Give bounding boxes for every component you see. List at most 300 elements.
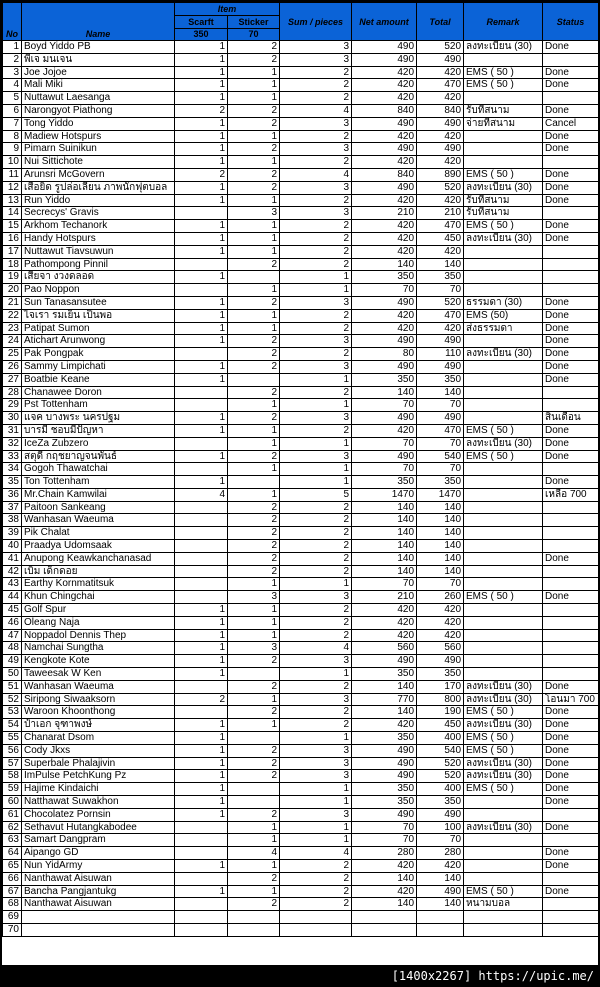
cell-remark xyxy=(464,412,543,425)
cell-total: 450 xyxy=(417,232,464,245)
spreadsheet xyxy=(2,2,598,965)
cell-scarft: 1 xyxy=(175,655,228,668)
cell-scarft: 1 xyxy=(175,668,228,681)
header-no: No xyxy=(3,3,22,41)
table-row xyxy=(3,399,599,412)
cell-name: Secrecys' Gravis xyxy=(22,207,175,220)
cell-net: 140 xyxy=(352,552,417,565)
cell-sticker: 2 xyxy=(228,808,280,821)
table-row xyxy=(3,53,599,66)
cell-net: 1470 xyxy=(352,488,417,501)
cell-sticker: 2 xyxy=(228,117,280,130)
table-row xyxy=(3,130,599,143)
cell-remark xyxy=(464,860,543,873)
cell-no: 59 xyxy=(3,783,22,796)
cell-scarft xyxy=(175,872,228,885)
cell-name: Cody Jkxs xyxy=(22,744,175,757)
cell-no: 23 xyxy=(3,322,22,335)
cell-net: 420 xyxy=(352,629,417,642)
cell-net: 490 xyxy=(352,117,417,130)
cell-total: 70 xyxy=(417,463,464,476)
cell-name: Mali Miki xyxy=(22,79,175,92)
cell-sum: 2 xyxy=(280,386,352,399)
cell-sum: 1 xyxy=(280,668,352,681)
cell-no: 42 xyxy=(3,565,22,578)
cell-remark xyxy=(464,540,543,553)
cell-name: Aipango GD xyxy=(22,847,175,860)
cell-status xyxy=(543,386,598,399)
cell-sum: 1 xyxy=(280,284,352,297)
cell-status: Done xyxy=(543,296,598,309)
cell-status xyxy=(543,527,598,540)
cell-total: 470 xyxy=(417,79,464,92)
cell-remark: EMS ( 50 ) xyxy=(464,706,543,719)
cell-name: พี่เจ มนเจน xyxy=(22,53,175,66)
cell-total: 490 xyxy=(417,655,464,668)
cell-sum: 2 xyxy=(280,245,352,258)
cell-status: Done xyxy=(543,770,598,783)
cell-status: เหลือ 700 xyxy=(543,488,598,501)
cell-sticker: 1 xyxy=(228,130,280,143)
cell-sticker: 1 xyxy=(228,693,280,706)
cell-name: Golf Spur xyxy=(22,604,175,617)
cell-net: 490 xyxy=(352,744,417,757)
cell-remark: ลงทะเบียน (30) xyxy=(464,680,543,693)
cell-remark: ลงทะเบียน (30) xyxy=(464,181,543,194)
cell-name: Chanarat Dsom xyxy=(22,732,175,745)
cell-remark: EMS ( 50 ) xyxy=(464,66,543,79)
cell-sticker: 1 xyxy=(228,66,280,79)
cell-scarft: 1 xyxy=(175,373,228,386)
cell-no: 56 xyxy=(3,744,22,757)
cell-net: 420 xyxy=(352,130,417,143)
cell-scarft xyxy=(175,514,228,527)
cell-remark xyxy=(464,373,543,386)
cell-name: Natthawat Suwakhon xyxy=(22,796,175,809)
cell-total: 100 xyxy=(417,821,464,834)
cell-no: 47 xyxy=(3,629,22,642)
cell-no: 28 xyxy=(3,386,22,399)
cell-scarft: 1 xyxy=(175,885,228,898)
cell-sticker: 1 xyxy=(228,860,280,873)
cell-sticker: 1 xyxy=(228,92,280,105)
cell-sticker: 1 xyxy=(228,399,280,412)
table-row xyxy=(3,501,599,514)
table-row xyxy=(3,693,599,706)
cell-net: 420 xyxy=(352,616,417,629)
cell-name: Praadya Udomsaak xyxy=(22,540,175,553)
cell-total: 70 xyxy=(417,399,464,412)
table-row xyxy=(3,284,599,297)
cell-remark xyxy=(464,872,543,885)
table-row xyxy=(3,271,599,284)
cell-name: Nun YidArmy xyxy=(22,860,175,873)
table-row xyxy=(3,719,599,732)
cell-net: 420 xyxy=(352,309,417,322)
cell-net: 350 xyxy=(352,783,417,796)
cell-sticker: 2 xyxy=(228,143,280,156)
cell-net: 420 xyxy=(352,66,417,79)
cell-name: Superbale Phalajivin xyxy=(22,757,175,770)
cell-no: 39 xyxy=(3,527,22,540)
cell-status: สิ้นเดือน xyxy=(543,412,598,425)
cell-sum: 3 xyxy=(280,450,352,463)
cell-name: Mr.Chain Kamwilai xyxy=(22,488,175,501)
table-row xyxy=(3,796,599,809)
table-row xyxy=(3,104,599,117)
cell-scarft xyxy=(175,463,228,476)
cell-scarft: 1 xyxy=(175,232,228,245)
table-row xyxy=(3,898,599,911)
orders-table xyxy=(2,2,598,937)
cell-net: 140 xyxy=(352,501,417,514)
cell-sum xyxy=(280,923,352,936)
cell-no: 60 xyxy=(3,796,22,809)
cell-name: Sethavut Hutangkabodee xyxy=(22,821,175,834)
cell-scarft: 1 xyxy=(175,616,228,629)
table-row xyxy=(3,552,599,565)
table-row xyxy=(3,322,599,335)
cell-remark xyxy=(464,847,543,860)
table-row xyxy=(3,911,599,924)
cell-name: Pao Noppon xyxy=(22,284,175,297)
cell-sum: 2 xyxy=(280,540,352,553)
table-row xyxy=(3,220,599,233)
cell-net: 140 xyxy=(352,565,417,578)
cell-sum: 3 xyxy=(280,744,352,757)
cell-name: Ton Tottenham xyxy=(22,476,175,489)
header-status: Status xyxy=(543,3,598,41)
cell-status: Done xyxy=(543,66,598,79)
cell-no: 55 xyxy=(3,732,22,745)
cell-scarft xyxy=(175,578,228,591)
cell-no: 67 xyxy=(3,885,22,898)
cell-total xyxy=(417,911,464,924)
table-row xyxy=(3,66,599,79)
cell-scarft xyxy=(175,898,228,911)
cell-net: 840 xyxy=(352,168,417,181)
table-row xyxy=(3,540,599,553)
cell-no: 35 xyxy=(3,476,22,489)
cell-status: Done xyxy=(543,847,598,860)
cell-status: Done xyxy=(543,348,598,361)
cell-sticker: 2 xyxy=(228,168,280,181)
cell-total: 210 xyxy=(417,207,464,220)
cell-sum: 2 xyxy=(280,885,352,898)
cell-no: 9 xyxy=(3,143,22,156)
table-row xyxy=(3,757,599,770)
cell-sum: 2 xyxy=(280,348,352,361)
cell-no: 32 xyxy=(3,437,22,450)
cell-net: 420 xyxy=(352,604,417,617)
cell-status: Done xyxy=(543,591,598,604)
cell-remark: ลงทะเบียน (30) xyxy=(464,437,543,450)
cell-sum: 2 xyxy=(280,130,352,143)
cell-scarft: 1 xyxy=(175,41,228,54)
cell-remark xyxy=(464,552,543,565)
cell-no: 36 xyxy=(3,488,22,501)
cell-name: Nanthawat Aisuwan xyxy=(22,872,175,885)
cell-status: Done xyxy=(543,360,598,373)
cell-total: 140 xyxy=(417,872,464,885)
cell-sum: 3 xyxy=(280,360,352,373)
cell-name: Boyd Yiddo PB xyxy=(22,41,175,54)
cell-net: 70 xyxy=(352,284,417,297)
cell-name: IceZa Zubzero xyxy=(22,437,175,450)
cell-name: Pak Pongpak xyxy=(22,348,175,361)
cell-remark xyxy=(464,143,543,156)
cell-name: Patipat Sumon xyxy=(22,322,175,335)
cell-sum: 2 xyxy=(280,719,352,732)
cell-total: 260 xyxy=(417,591,464,604)
cell-total: 420 xyxy=(417,66,464,79)
cell-net: 560 xyxy=(352,642,417,655)
cell-no: 58 xyxy=(3,770,22,783)
cell-status: Done xyxy=(543,322,598,335)
cell-name: Wanhasan Waeuma xyxy=(22,680,175,693)
cell-scarft: 1 xyxy=(175,53,228,66)
table-row xyxy=(3,629,599,642)
cell-no: 18 xyxy=(3,258,22,271)
cell-no: 33 xyxy=(3,450,22,463)
cell-status: Done xyxy=(543,335,598,348)
cell-name: Tong Yiddo xyxy=(22,117,175,130)
cell-scarft: 1 xyxy=(175,194,228,207)
cell-net: 490 xyxy=(352,296,417,309)
cell-sum: 1 xyxy=(280,463,352,476)
cell-net: 770 xyxy=(352,693,417,706)
cell-sticker: 1 xyxy=(228,616,280,629)
cell-total: 490 xyxy=(417,885,464,898)
cell-status: Done xyxy=(543,757,598,770)
cell-name: Bancha Pangjantukg xyxy=(22,885,175,898)
cell-status xyxy=(543,642,598,655)
header-net-amount: Net amount xyxy=(352,3,417,41)
header-scarft: Scarft xyxy=(175,16,228,29)
cell-no: 57 xyxy=(3,757,22,770)
cell-remark: ลงทะเบียน (30) xyxy=(464,719,543,732)
cell-remark xyxy=(464,796,543,809)
cell-sum: 1 xyxy=(280,732,352,745)
cell-sticker: 3 xyxy=(228,642,280,655)
cell-status: Done xyxy=(543,41,598,54)
cell-net: 490 xyxy=(352,757,417,770)
cell-sum: 3 xyxy=(280,53,352,66)
cell-no: 26 xyxy=(3,360,22,373)
cell-scarft xyxy=(175,284,228,297)
cell-net: 420 xyxy=(352,194,417,207)
cell-net: 350 xyxy=(352,271,417,284)
cell-scarft xyxy=(175,258,228,271)
cell-net: 490 xyxy=(352,53,417,66)
cell-scarft: 1 xyxy=(175,860,228,873)
cell-name: Arunsri McGovern xyxy=(22,168,175,181)
cell-status: Done xyxy=(543,220,598,233)
table-row xyxy=(3,450,599,463)
cell-net: 140 xyxy=(352,872,417,885)
table-row xyxy=(3,348,599,361)
cell-no: 38 xyxy=(3,514,22,527)
cell-total: 420 xyxy=(417,194,464,207)
cell-sticker: 2 xyxy=(228,335,280,348)
cell-net: 80 xyxy=(352,348,417,361)
cell-status xyxy=(543,501,598,514)
table-row xyxy=(3,860,599,873)
cell-net: 420 xyxy=(352,79,417,92)
table-row xyxy=(3,143,599,156)
cell-total xyxy=(417,923,464,936)
cell-sum: 3 xyxy=(280,770,352,783)
cell-name: Boatbie Keane xyxy=(22,373,175,386)
cell-status: Done xyxy=(543,424,598,437)
cell-total: 420 xyxy=(417,629,464,642)
cell-sum: 2 xyxy=(280,92,352,105)
table-row xyxy=(3,79,599,92)
cell-status xyxy=(543,898,598,911)
cell-no: 69 xyxy=(3,911,22,924)
cell-total: 140 xyxy=(417,514,464,527)
cell-sticker: 4 xyxy=(228,847,280,860)
cell-status: โอนมา 700 xyxy=(543,693,598,706)
cell-sticker xyxy=(228,271,280,284)
cell-net: 490 xyxy=(352,412,417,425)
cell-sum: 3 xyxy=(280,757,352,770)
cell-scarft: 1 xyxy=(175,424,228,437)
cell-sticker: 1 xyxy=(228,437,280,450)
cell-sum xyxy=(280,911,352,924)
cell-sum: 3 xyxy=(280,296,352,309)
cell-remark: EMS ( 50 ) xyxy=(464,732,543,745)
cell-scarft xyxy=(175,911,228,924)
cell-no: 6 xyxy=(3,104,22,117)
cell-sticker xyxy=(228,732,280,745)
cell-status: Done xyxy=(543,796,598,809)
table-row xyxy=(3,514,599,527)
table-row xyxy=(3,488,599,501)
table-row xyxy=(3,527,599,540)
cell-sticker: 2 xyxy=(228,386,280,399)
cell-no: 70 xyxy=(3,923,22,936)
table-row xyxy=(3,885,599,898)
cell-total: 140 xyxy=(417,386,464,399)
cell-total: 280 xyxy=(417,847,464,860)
cell-name: Atichart Arunwong xyxy=(22,335,175,348)
cell-total: 520 xyxy=(417,41,464,54)
header-item: Item xyxy=(175,3,280,16)
cell-sticker: 2 xyxy=(228,655,280,668)
cell-scarft: 1 xyxy=(175,808,228,821)
cell-sticker xyxy=(228,373,280,386)
cell-status: Done xyxy=(543,732,598,745)
cell-scarft: 1 xyxy=(175,92,228,105)
table-row xyxy=(3,386,599,399)
cell-name: Kengkote Kote xyxy=(22,655,175,668)
cell-sticker xyxy=(228,668,280,681)
table-row xyxy=(3,604,599,617)
cell-sticker xyxy=(228,911,280,924)
cell-total: 170 xyxy=(417,680,464,693)
cell-net: 140 xyxy=(352,386,417,399)
cell-no: 22 xyxy=(3,309,22,322)
cell-total: 1470 xyxy=(417,488,464,501)
cell-status xyxy=(543,463,598,476)
cell-name: Pathompong Pinnil xyxy=(22,258,175,271)
cell-remark xyxy=(464,565,543,578)
table-row xyxy=(3,565,599,578)
cell-scarft: 4 xyxy=(175,488,228,501)
cell-scarft: 2 xyxy=(175,104,228,117)
cell-sum: 1 xyxy=(280,399,352,412)
cell-name: Joe Jojoe xyxy=(22,66,175,79)
cell-total: 350 xyxy=(417,796,464,809)
cell-scarft xyxy=(175,399,228,412)
cell-no: 34 xyxy=(3,463,22,476)
cell-remark: ธรรมดา (30) xyxy=(464,296,543,309)
cell-sum: 2 xyxy=(280,322,352,335)
cell-total: 490 xyxy=(417,143,464,156)
cell-remark xyxy=(464,130,543,143)
cell-no: 62 xyxy=(3,821,22,834)
cell-remark: รับที่สนาม xyxy=(464,207,543,220)
cell-net: 420 xyxy=(352,245,417,258)
cell-name: Earthy Kornmatitsuk xyxy=(22,578,175,591)
cell-sum: 3 xyxy=(280,655,352,668)
cell-net: 350 xyxy=(352,732,417,745)
cell-remark: EMS ( 50 ) xyxy=(464,220,543,233)
cell-name: เบิ้ม เด็กดอย xyxy=(22,565,175,578)
cell-status: Done xyxy=(543,706,598,719)
cell-scarft: 1 xyxy=(175,117,228,130)
cell-sum: 4 xyxy=(280,168,352,181)
cell-scarft: 1 xyxy=(175,796,228,809)
cell-total: 420 xyxy=(417,92,464,105)
table-row xyxy=(3,41,599,54)
cell-sticker: 1 xyxy=(228,156,280,169)
cell-name: Siripong Siwaaksorn xyxy=(22,693,175,706)
cell-net: 420 xyxy=(352,322,417,335)
cell-remark xyxy=(464,668,543,681)
cell-remark: EMS ( 50 ) xyxy=(464,783,543,796)
table-row xyxy=(3,872,599,885)
table-row xyxy=(3,181,599,194)
cell-no: 7 xyxy=(3,117,22,130)
cell-scarft: 1 xyxy=(175,604,228,617)
cell-status: Done xyxy=(543,680,598,693)
cell-sum: 4 xyxy=(280,104,352,117)
cell-total: 470 xyxy=(417,220,464,233)
cell-status xyxy=(543,808,598,821)
cell-net: 70 xyxy=(352,834,417,847)
cell-sum: 2 xyxy=(280,156,352,169)
cell-name: Khun Chingchai xyxy=(22,591,175,604)
cell-status: Done xyxy=(543,860,598,873)
cell-status: Done xyxy=(543,885,598,898)
cell-sum: 2 xyxy=(280,565,352,578)
cell-scarft xyxy=(175,552,228,565)
cell-net: 70 xyxy=(352,437,417,450)
cell-no: 1 xyxy=(3,41,22,54)
cell-sticker: 2 xyxy=(228,565,280,578)
cell-sticker: 2 xyxy=(228,552,280,565)
cell-remark: ลงทะเบียน (30) xyxy=(464,821,543,834)
cell-total: 110 xyxy=(417,348,464,361)
cell-sum: 2 xyxy=(280,220,352,233)
cell-sticker: 2 xyxy=(228,450,280,463)
cell-status xyxy=(543,872,598,885)
cell-no: 2 xyxy=(3,53,22,66)
cell-sticker: 1 xyxy=(228,578,280,591)
cell-net: 140 xyxy=(352,898,417,911)
